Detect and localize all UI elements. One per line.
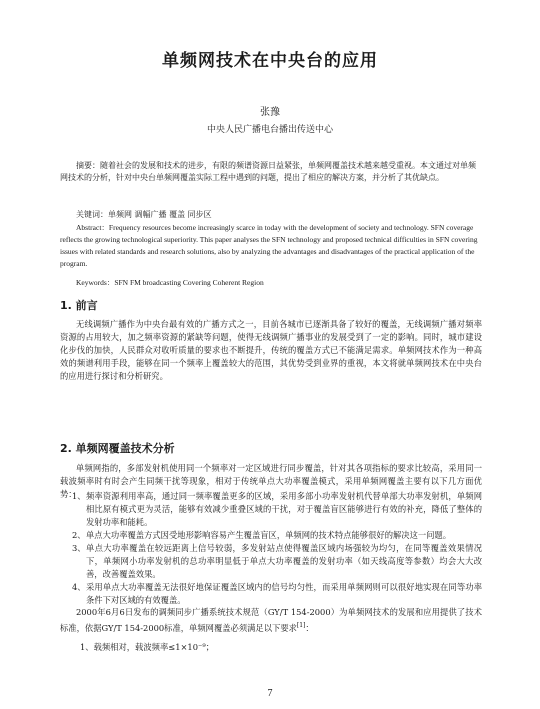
list-item: 1、 频率资源利用率高，通过同一频率覆盖更多的区域，采用多部小功率发射机代替单部大功率发射机，单频网相比原有模式更为灵活，能够有效减少重叠区域的干扰，对于覆盖盲区能够进行有效的补充，降低了整体的发射功率和能耗。	[72, 491, 482, 527]
paper-title: 单频网技术在中央台的应用	[162, 51, 378, 71]
abstract-cn: 摘要：随着社会的发展和技术的进步，有限的频谱资源日益紧张，单频网覆盖技术越来越受重视。本文通过对单频网技术的分析，针对中央台单频网覆盖实际工程中遇到的问题，提出了相应的解决方案，并分析了其优缺点。	[60, 161, 476, 182]
list-item: 3、 单点大功率覆盖在较远距离上信号较弱，多发射站点使得覆盖区域内场强较为均匀，在同等覆盖效果情况下，单频网小功率发射机的总功率明显低于单点大功率覆盖的发射功率（如天线高度等参数）均会大大改善，改善覆盖效果。	[72, 543, 482, 579]
section-coverage-intro: 单频网指的，多部发射机使用同一个频率对一定区域进行同步覆盖，针对其各项指标的要求比较高，采用同一载波频率时有时会产生同频干扰等现象，相对于传统单点大功率覆盖模式，采用单频网覆盖主要有以下几方面优势：	[60, 463, 482, 499]
page-number: 7	[267, 688, 273, 699]
section-intro-body: 无线调频广播作为中央台最有效的广播方式之一，目前各城市已逐渐具备了较好的覆盖，无线调频广播对频率资源的占用较大，加之频率资源的紧缺等问题，使得无线调频广播事业的发展受到了一定的影响。同时，城市建设化步伐的加快，人民群众对收听质量的要求也不断提升，传统的覆盖方式已不能满足需求。单频网技术作为一种高效的频谱利用手段，能够在同一个频率上覆盖较大的范围，其优势受到业界的重视，本文将就单频网技术在中央台的应用进行探讨和分析研究。	[60, 319, 482, 381]
keywords-cn: 关键词：单频网 调幅广播 覆盖 同步区	[76, 210, 212, 219]
advantages-list	[60, 490, 482, 607]
requirement-item: 1、载频相对，载波频率≤1×10⁻⁹；	[80, 642, 214, 652]
abstract-en: Abstract：Frequency resources become increasingly scarce in today with the development of society and technology. SFN coverage reflects the growing technological superiority. This paper analyses the SFN technology and proposed technical difficulties in SFN covering issues with related standards and research solutions, also by analyzing the advantages and disadvantages of the practical application of the program.	[60, 223, 478, 268]
section-heading-intro: 1. 前言	[60, 299, 98, 312]
author: 张豫	[260, 107, 280, 118]
keywords-en: Keywords：SFN FM broadcasting Covering Coherent Region	[76, 278, 264, 287]
standard-paragraph: 2000年6月6日发布的调频同步广播系统技术规范（GY/T 154-2000）为单频网技术的发展和应用提供了技术标准，依据GY/T 154-2000标准，单频网覆盖必须满足以下要求[1]：	[60, 607, 482, 633]
list-item: 4、 采用单点大功率覆盖无法很好地保证覆盖区域内的信号均匀性，而采用单频网则可以很好地实现在同等功率条件下对区域的有效覆盖。	[72, 582, 482, 605]
affiliation: 中央人民广播电台播出传送中心	[206, 125, 333, 135]
list-item: 2、 单点大功率覆盖方式因受地形影响容易产生覆盖盲区，单频网的技术特点能够很好的解决这一问题。	[72, 530, 452, 540]
section-heading-coverage: 2. 单频网覆盖技术分析	[60, 442, 175, 455]
